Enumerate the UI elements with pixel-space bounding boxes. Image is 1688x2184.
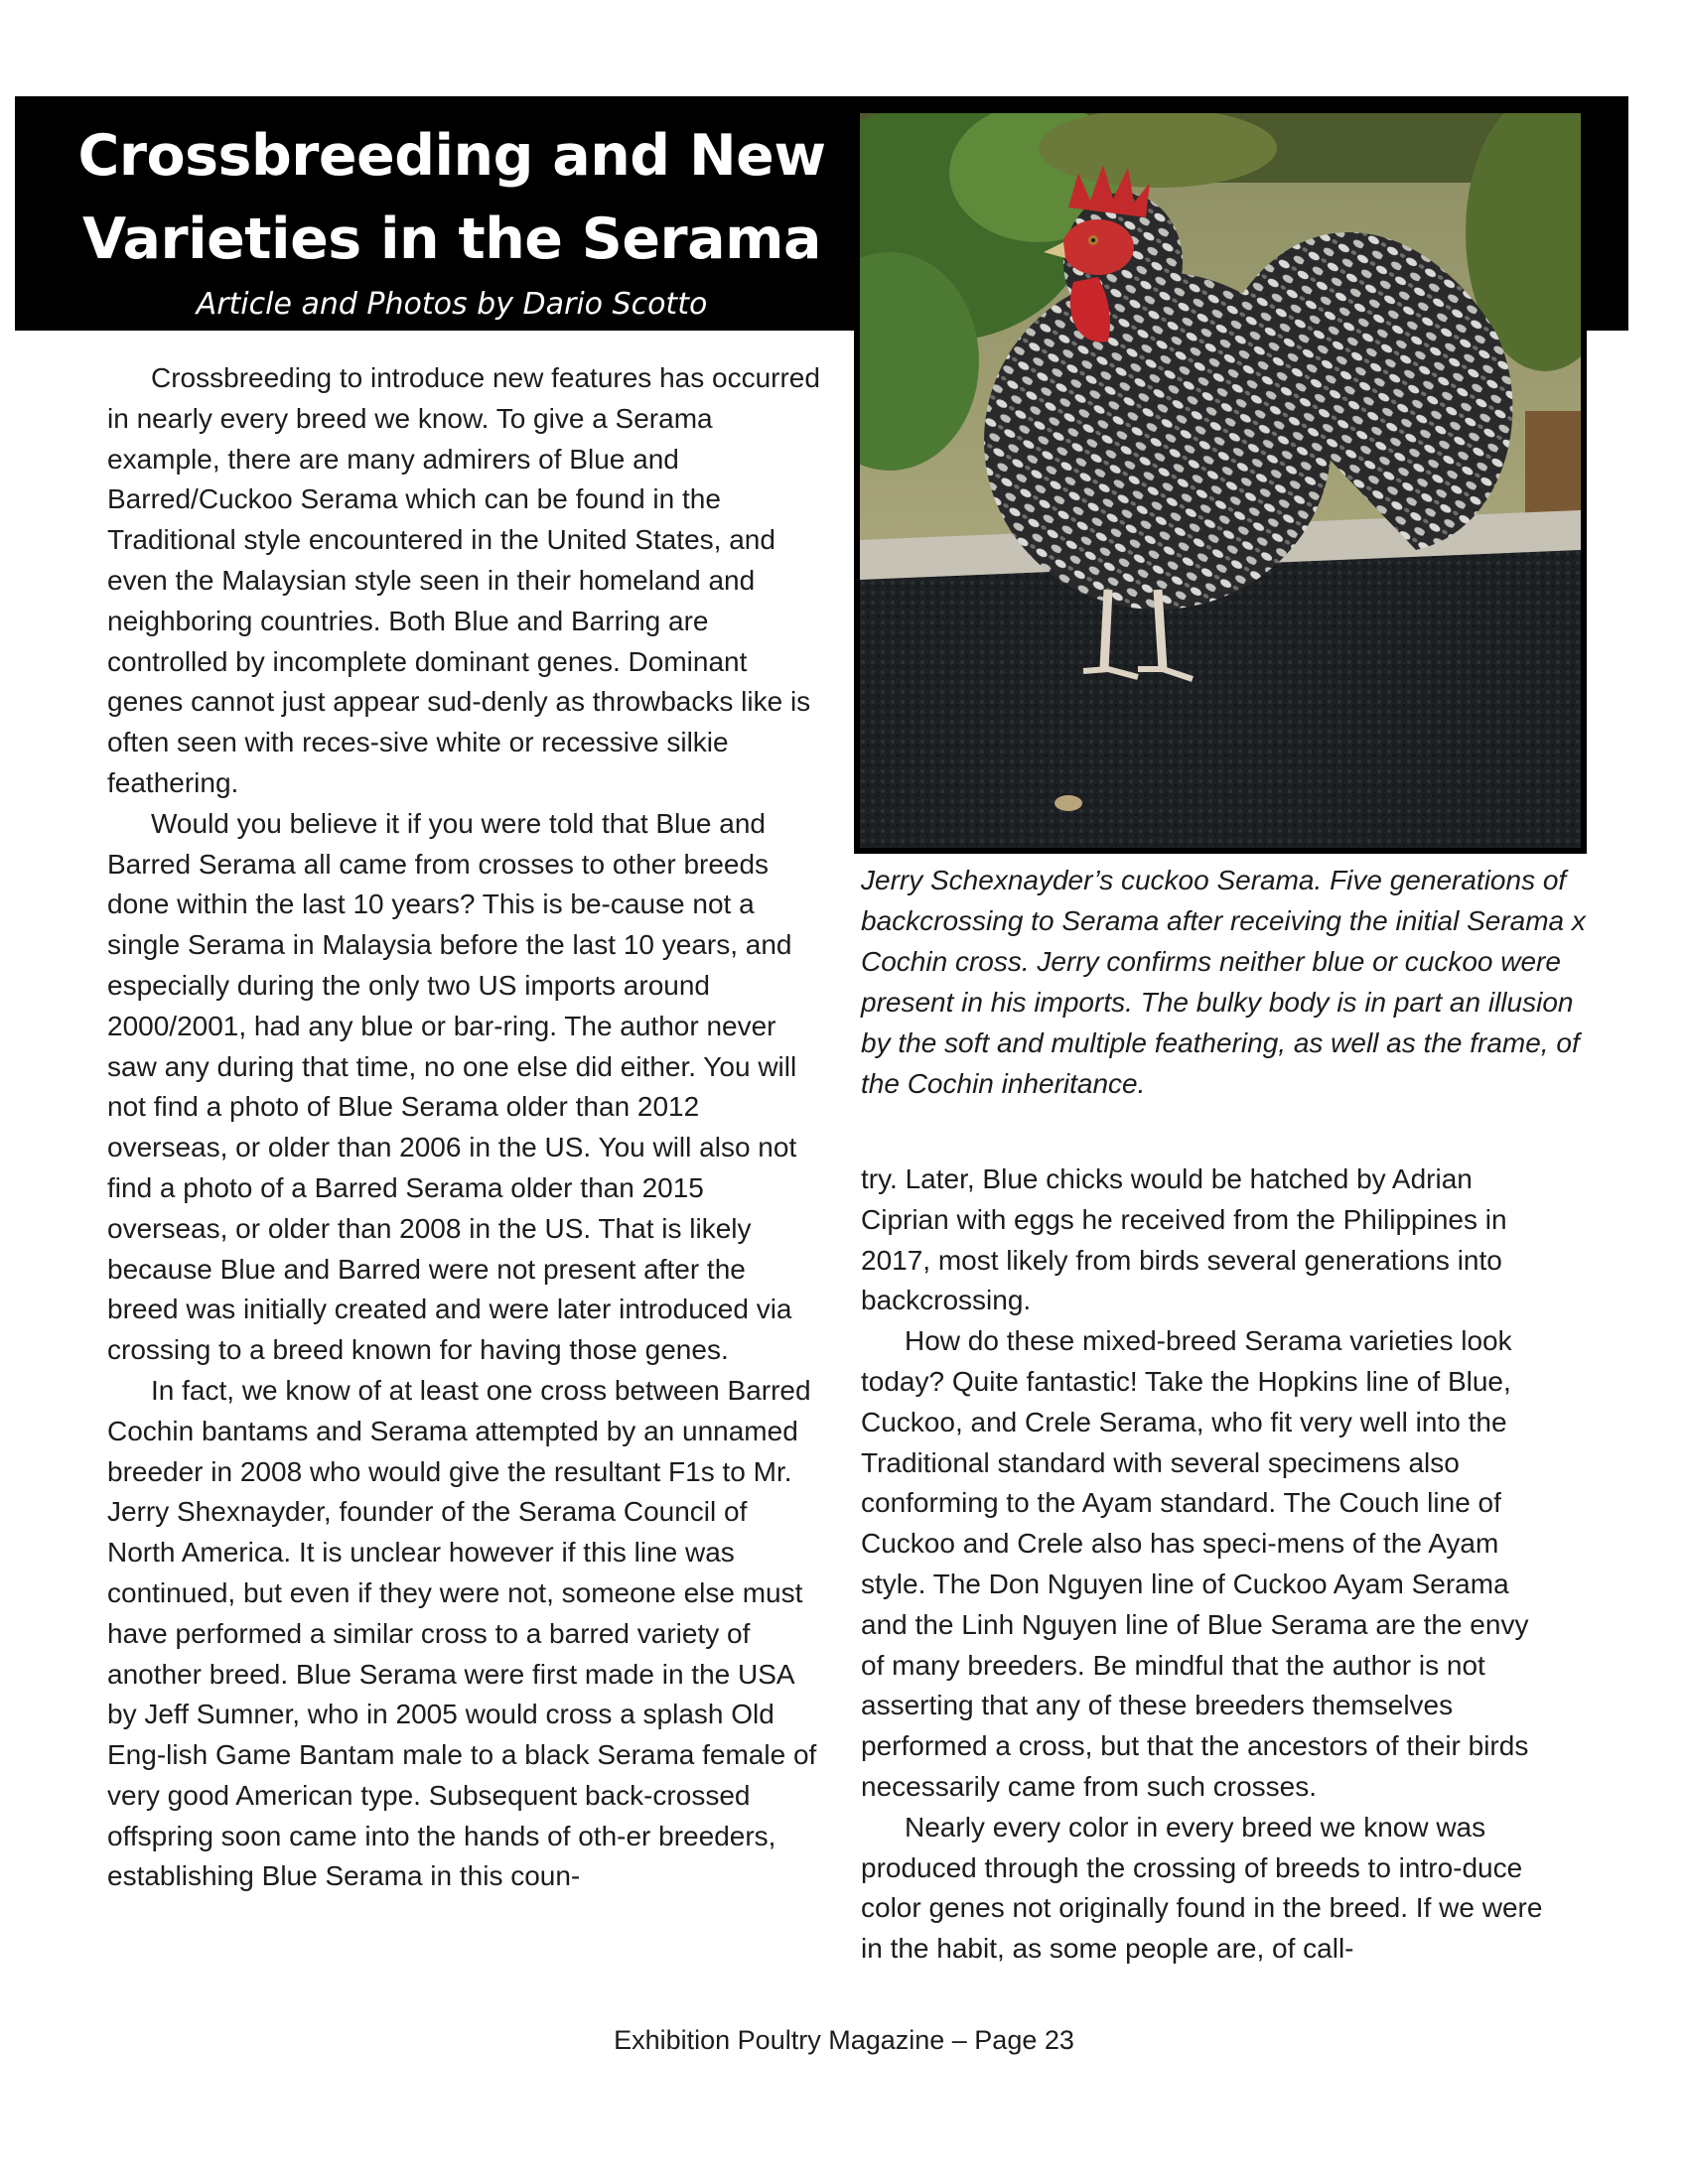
- paragraph: Nearly every color in every breed we know was produced through the crossing of breeds to intro-duce color genes not originally found in the breed. If we were in the habit, as some people are, of call-: [861, 1811, 1543, 1965]
- rooster-photo: [854, 107, 1587, 854]
- article-title-line-2: Varieties in the Serama: [82, 206, 821, 272]
- article-byline: Article and Photos by Dario Scotto: [196, 287, 708, 322]
- title-block: [15, 114, 889, 325]
- paragraph: Crossbreeding to introduce new features has occurred in nearly every breed we know. To give a Serama example, there are many admirers of Blue and Barred/Cuckoo Serama which can be found in the Traditional style encountered in the United States, and even the Malaysian style seen in their homeland and neighboring countries. Both Blue and Barring are controlled by incomplete dominant genes. Dominant genes cannot just appear sud-denly as throwbacks like is often seen with reces-sive white or recessive silkie feathering.: [107, 362, 820, 798]
- article-column-left: [107, 358, 822, 1897]
- photo-caption: Jerry Schexnayder’s cuckoo Serama. Five generations of backcrossing to Serama after receiving the initial Serama x Cochin cross. Jerry confirms neither blue or cuckoo were present in his imports. The bulky body is in part an illusion by the soft and multiple feathering, as well as the frame, of the Cochin inheritance.: [861, 865, 1586, 1099]
- paragraph: In fact, we know of at least one cross between Barred Cochin bantams and Serama attempted by an unnamed breeder in 2008 who would give the resultant F1s to Mr. Jerry Shexnayder, founder of the Serama Council of North America. It is unclear however if this line was continued, but even if they were not, someone else must have performed a similar cross to a barred variety of another breed. Blue Serama were first made in the USA by Jeff Sumner, who in 2005 would cross a splash Old Eng-lish Game Bantam male to a black Serama female of very good American type. Subsequent back-crossed offspring soon came into the hands of oth-er breeders, establishing Blue Serama in this coun-: [107, 1374, 817, 1892]
- article-title-line-1: Crossbreeding and New: [77, 123, 826, 189]
- paragraph: try. Later, Blue chicks would be hatched by Adrian Ciprian with eggs he received from the Philippines in 2017, most likely from birds several generations into backcrossing.: [861, 1163, 1507, 1316]
- paragraph: Would you believe it if you were told that Blue and Barred Serama all came from crosses to other breeds done within the last 10 years? This is be-cause not a single Serama in Malaysia before the last 10 years, and especially during the only two US imports around 2000/2001, had any blue or bar-ring. The author never saw any during that time, no one else did either. You will not find a photo of Blue Serama older than 2012 overseas, or older than 2006 in the US. You will also not find a photo of a Barred Serama older than 2015 overseas, or older than 2008 in the US. That is likely because Blue and Barred were not present after the breed was initially created and were later introduced via crossing to a breed known for having those genes.: [107, 807, 797, 1366]
- paragraph: How do these mixed-breed Serama varieties look today? Quite fantastic! Take the Hopkins line of Blue, Cuckoo, and Crele Serama, who fit very well into the Traditional standard with several specimens also conforming to the Ayam standard. The Couch line of Cuckoo and Crele also has speci-mens of the Ayam style. The Don Nguyen line of Cuckoo Ayam Serama and the Linh Nguyen line of Blue Serama are the envy of many breeders. Be mindful that the author is not asserting that any of these breeders themselves performed a cross, but that the ancestors of their birds necessarily came from such crosses.: [861, 1325, 1529, 1802]
- page-footer: Exhibition Poultry Magazine – Page 23: [614, 2025, 1074, 2055]
- article-column-right: [861, 1160, 1556, 1970]
- rooster-photo-illustration: [860, 113, 1581, 848]
